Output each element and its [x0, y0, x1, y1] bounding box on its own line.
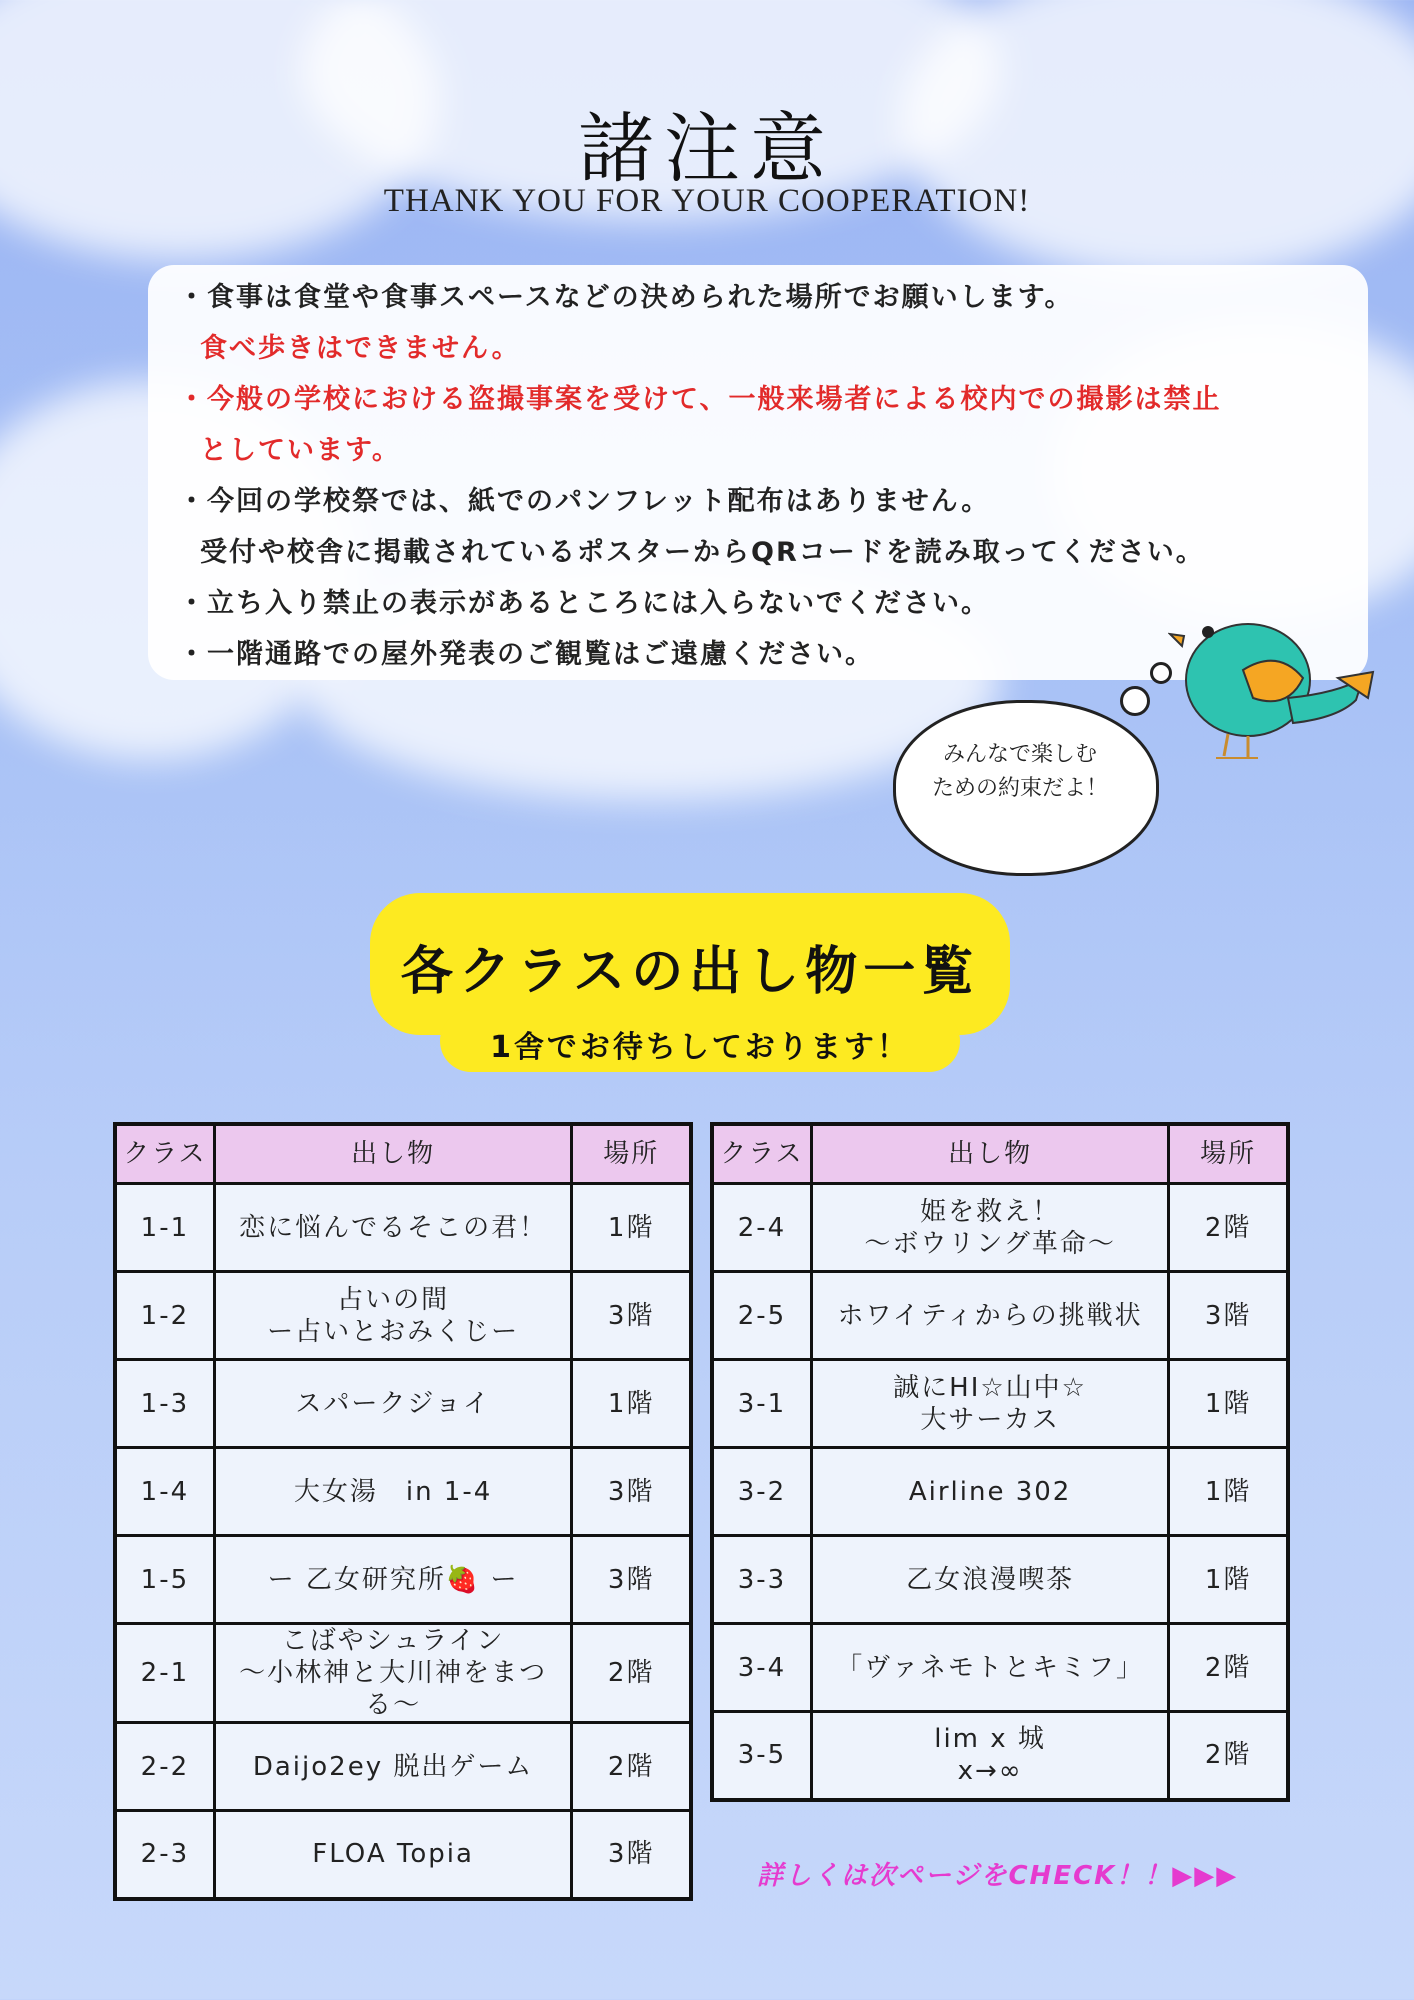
column-header-place: 場所 — [1169, 1124, 1288, 1184]
table-row — [712, 1272, 1288, 1360]
place-cell: 3階 — [572, 1536, 691, 1624]
place-cell: 1階 — [1169, 1360, 1288, 1448]
place-cell: 2階 — [1169, 1712, 1288, 1800]
event-line: こばやシュライン — [281, 1626, 505, 1656]
event-line: 恋に悩んでるそこの君！ — [239, 1212, 548, 1243]
section-heading: 各クラスの出し物一覧 — [400, 942, 980, 1002]
event-cell — [811, 1712, 1168, 1800]
column-header-place: 場所 — [572, 1124, 691, 1184]
event-line: x→∞ — [957, 1756, 1023, 1787]
event-line: 大サーカス — [920, 1404, 1060, 1435]
section-subheading: 1舎でお待ちしております！ — [490, 1030, 910, 1065]
table-row — [115, 1811, 691, 1899]
table-row — [115, 1536, 691, 1624]
class-cell: 3-1 — [712, 1360, 811, 1448]
notice-line: ・一階通路での屋外発表のご観覧はご遠慮ください。 — [178, 639, 874, 670]
next-page-note: 詳しくは次ページをCHECK！！▶▶▶ — [757, 1861, 1239, 1891]
place-cell: 3階 — [1169, 1272, 1288, 1360]
place-cell: 2階 — [572, 1723, 691, 1811]
table-header-row — [712, 1124, 1288, 1184]
column-header-event: 出し物 — [214, 1124, 572, 1184]
table-row — [712, 1536, 1288, 1624]
class-cell: 2-1 — [115, 1624, 214, 1723]
event-cell — [214, 1536, 572, 1624]
class-cell: 3-5 — [712, 1712, 811, 1800]
page-title: 諸注意 — [578, 104, 836, 193]
table-row — [115, 1272, 691, 1360]
section-subheading-pill — [440, 1010, 960, 1072]
class-cell: 1-2 — [115, 1272, 214, 1360]
place-cell: 1階 — [1169, 1448, 1288, 1536]
class-table-left — [113, 1122, 693, 1901]
table-header-row — [115, 1124, 691, 1184]
event-line: 大女湯 in 1-4 — [293, 1476, 493, 1507]
event-line: Airline 302 — [908, 1476, 1072, 1507]
table-row — [712, 1448, 1288, 1536]
table-row — [712, 1624, 1288, 1712]
event-cell — [214, 1448, 572, 1536]
place-cell: 3階 — [572, 1272, 691, 1360]
event-cell — [214, 1184, 572, 1272]
class-cell: 2-4 — [712, 1184, 811, 1272]
place-cell: 2階 — [1169, 1624, 1288, 1712]
place-cell: 3階 — [572, 1448, 691, 1536]
speech-bubble-text: みんなで楽しむ ための約束だよ！ — [931, 742, 1108, 801]
event-cell — [811, 1360, 1168, 1448]
event-cell — [811, 1536, 1168, 1624]
table-row — [115, 1624, 691, 1723]
event-line: 誠にHI☆山中☆ — [893, 1372, 1087, 1403]
event-line: 姫を救え！ — [920, 1196, 1061, 1227]
event-line: ホワイティからの挑戦状 — [837, 1300, 1143, 1331]
event-cell — [214, 1360, 572, 1448]
event-cell — [214, 1624, 572, 1723]
thought-dot — [1120, 686, 1150, 716]
event-cell — [811, 1448, 1168, 1536]
class-cell: 1-1 — [115, 1184, 214, 1272]
bird-icon — [1168, 598, 1378, 768]
event-cell — [811, 1184, 1168, 1272]
notice-line: 受付や校舎に掲載されているポスターからQRコードを読み取ってください。 — [200, 537, 1205, 568]
class-cell: 1-4 — [115, 1448, 214, 1536]
place-cell: 2階 — [1169, 1184, 1288, 1272]
class-cell: 2-2 — [115, 1723, 214, 1811]
notice-line: 食べ歩きはできません。 — [200, 333, 521, 364]
column-header-class: クラス — [115, 1124, 214, 1184]
event-line: 占いの間 — [337, 1284, 450, 1315]
table-row — [115, 1723, 691, 1811]
table-row — [115, 1184, 691, 1272]
place-cell: 3階 — [572, 1811, 691, 1899]
place-cell: 1階 — [1169, 1536, 1288, 1624]
table-row — [712, 1184, 1288, 1272]
class-cell: 1-5 — [115, 1536, 214, 1624]
event-cell — [811, 1272, 1168, 1360]
event-line: Daijo2ey 脱出ゲーム — [252, 1751, 534, 1782]
column-header-event: 出し物 — [811, 1124, 1168, 1184]
column-header-class: クラス — [712, 1124, 811, 1184]
class-table-right — [710, 1122, 1290, 1802]
event-line: lim x 城 — [934, 1724, 1046, 1755]
place-cell: 2階 — [572, 1624, 691, 1723]
event-cell — [214, 1272, 572, 1360]
class-cell: 3-2 — [712, 1448, 811, 1536]
page-subtitle: THANK YOU FOR YOUR COOPERATION! — [383, 183, 1031, 219]
event-line: 乙女浪漫喫茶 — [906, 1564, 1075, 1595]
notice-line: ・今般の学校における盗撮事案を受けて、一般来場者による校内での撮影は禁止 — [178, 384, 1222, 415]
table-row — [115, 1448, 691, 1536]
event-line: ー 乙女研究所🍓 ー — [267, 1564, 519, 1595]
event-cell — [214, 1723, 572, 1811]
event-line: ー占いとおみくじー — [267, 1316, 520, 1347]
notice-line: としています。 — [200, 435, 401, 466]
event-cell — [214, 1811, 572, 1899]
event-line: 〜小林神と大川神をまつる〜 — [239, 1658, 548, 1720]
notice-line: ・食事は食堂や食事スペースなどの決められた場所でお願いします。 — [178, 282, 1074, 313]
place-cell: 1階 — [572, 1184, 691, 1272]
event-line: 「ヴァネモトとキミフ」 — [836, 1652, 1144, 1683]
table-row — [712, 1712, 1288, 1800]
class-cell: 3-3 — [712, 1536, 811, 1624]
table-row — [115, 1360, 691, 1448]
class-cell: 2-5 — [712, 1272, 811, 1360]
event-line: FLOA Topia — [312, 1839, 474, 1870]
place-cell: 1階 — [572, 1360, 691, 1448]
table-row — [712, 1360, 1288, 1448]
event-line: 〜ボウリング革命〜 — [864, 1228, 1116, 1259]
notice-line: ・立ち入り禁止の表示があるところには入らないでください。 — [178, 588, 990, 619]
event-cell — [811, 1624, 1168, 1712]
notice-line: ・今回の学校祭では、紙でのパンフレット配布はありません。 — [178, 486, 991, 517]
event-line: スパークジョイ — [295, 1388, 491, 1419]
class-cell: 3-4 — [712, 1624, 811, 1712]
class-cell: 1-3 — [115, 1360, 214, 1448]
class-cell: 2-3 — [115, 1811, 214, 1899]
